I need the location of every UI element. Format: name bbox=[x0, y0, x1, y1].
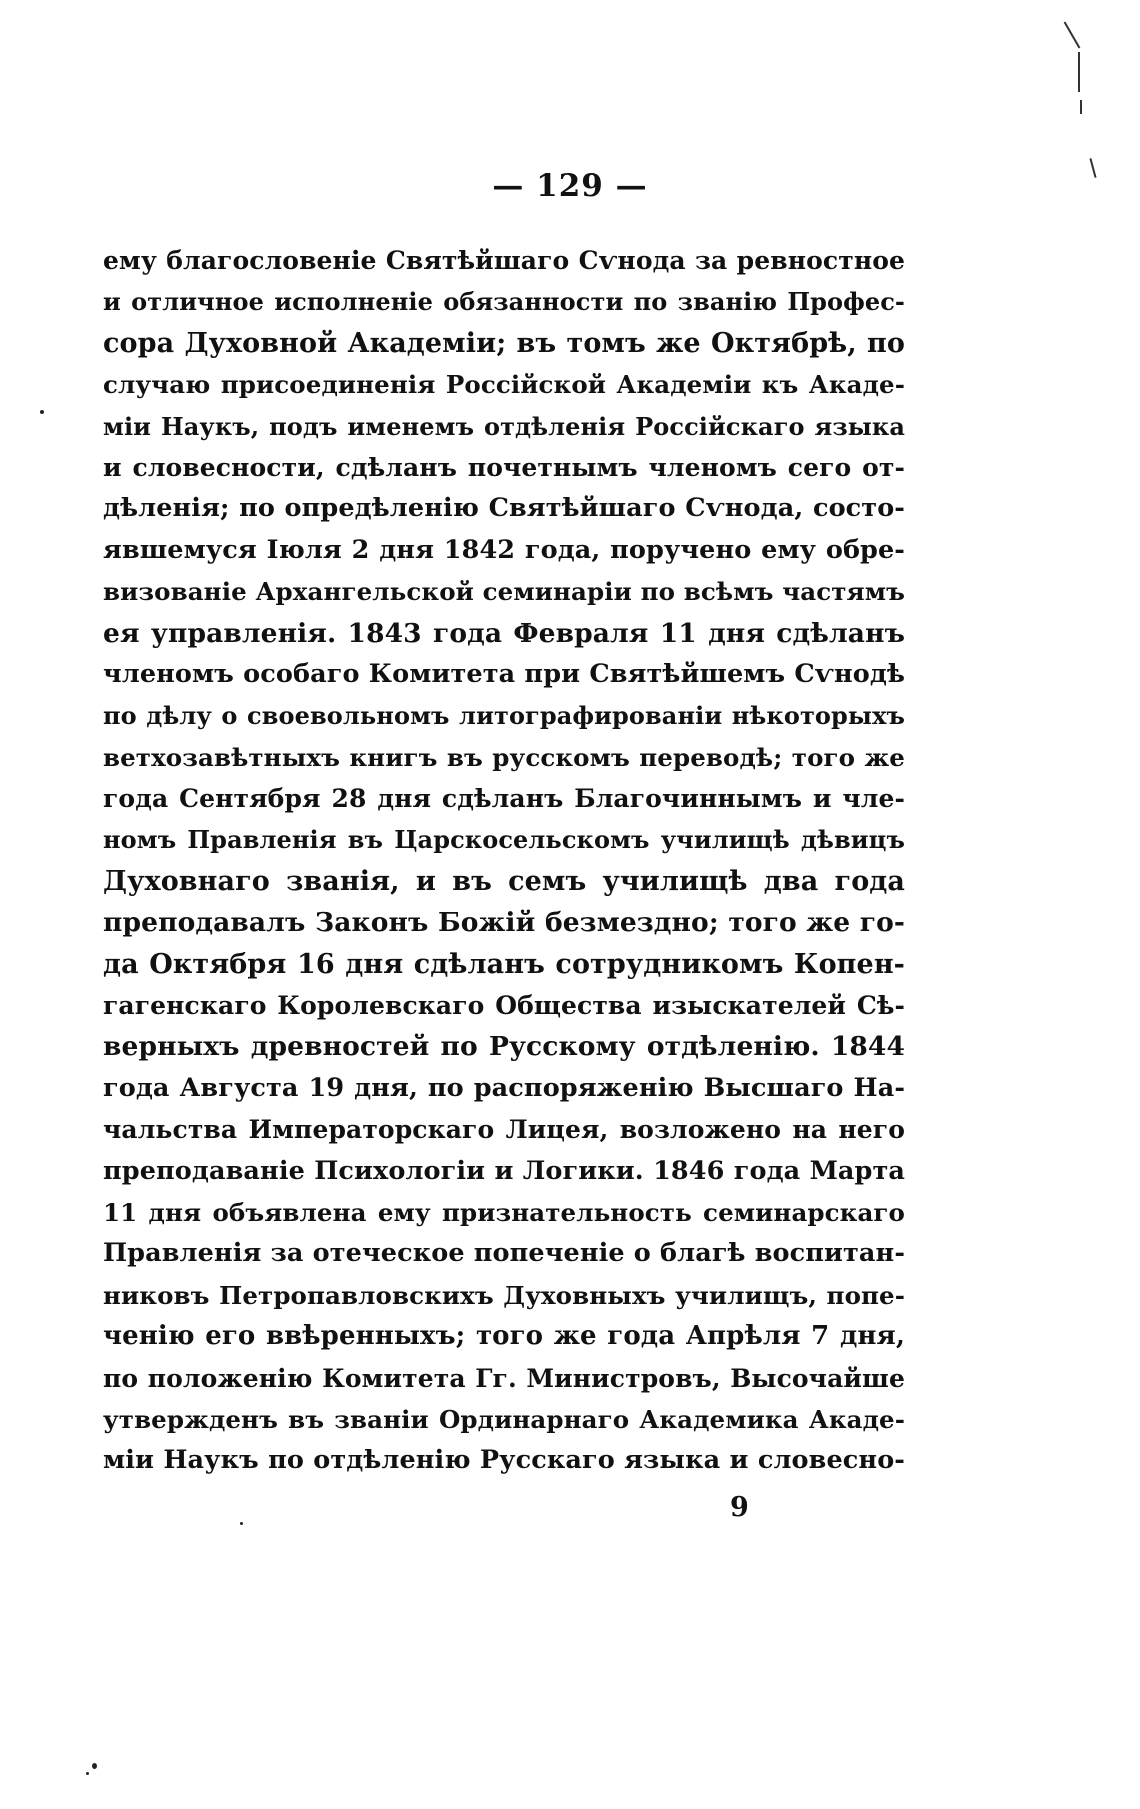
scan-speck bbox=[240, 1522, 243, 1525]
body-text bbox=[103, 240, 905, 1482]
signature-mark: 9 bbox=[730, 1492, 749, 1523]
text-line: преподаваніе Психологіи и Логики. 1846 года Марта bbox=[103, 1155, 905, 1186]
text-line: случаю присоединенія Россійской Академіи къ Акаде- bbox=[103, 370, 905, 400]
scan-speck bbox=[86, 1772, 89, 1775]
text-line: 11 дня объявлена ему признательность семинарскаго bbox=[103, 1197, 905, 1227]
text-line: никовъ Петропавловскихъ Духовныхъ училищъ, попе- bbox=[103, 1280, 905, 1310]
text-line: міи Наукъ по отдѣленію Русскаго языка и словесно- bbox=[103, 1445, 905, 1476]
text-line: года Августа 19 дня, по распоряженію Высшаго На- bbox=[103, 1072, 905, 1103]
text-line: ветхозавѣтныхъ книгъ въ русскомъ переводѣ; того же bbox=[103, 742, 905, 772]
text-line: ченію его ввѣренныхъ; того же года Апрѣля 7 дня, bbox=[103, 1321, 905, 1352]
text-line: членомъ особаго Комитета при Святѣйшемъ Сѵнодѣ bbox=[103, 658, 905, 689]
text-line: міи Наукъ, подъ именемъ отдѣленія Россійскаго языка bbox=[103, 411, 905, 441]
scan-speck bbox=[92, 1763, 97, 1769]
text-line: да Октября 16 дня сдѣланъ сотрудникомъ Копен- bbox=[103, 948, 905, 980]
scan-edge-mark bbox=[1064, 22, 1081, 49]
text-line: ея управленія. 1843 года Февраля 11 дня сдѣланъ bbox=[103, 617, 905, 649]
page-number: — 129 — bbox=[492, 168, 648, 204]
text-line: сора Духовной Академіи; въ томъ же Октябрѣ, по bbox=[103, 327, 905, 359]
scan-edge-mark bbox=[1080, 100, 1082, 114]
text-line: гагенскаго Королевскаго Общества изыскателей Сѣ- bbox=[103, 991, 905, 1021]
text-line: и отличное исполненіе обязанности по званію Профес- bbox=[103, 287, 905, 317]
text-line: по дѣлу о своевольномъ литографированіи нѣкоторыхъ bbox=[103, 701, 905, 731]
scan-speck bbox=[40, 410, 44, 414]
text-line: визованіе Архангельской семинаріи по всѣмъ частямъ bbox=[103, 577, 905, 607]
text-line: Духовнаго званія, и въ семъ училищѣ два года bbox=[103, 865, 905, 897]
text-line: года Сентября 28 дня сдѣланъ Благочиннымъ и чле- bbox=[103, 784, 905, 814]
scan-edge-mark bbox=[1078, 52, 1080, 92]
text-line: ему благословеніе Святѣйшаго Сѵнода за ревностное bbox=[103, 246, 905, 275]
text-line: по положенію Комитета Гг. Министровъ, Высочайше bbox=[103, 1363, 905, 1393]
text-line: явшемуся Іюля 2 дня 1842 года, поручено ему обре- bbox=[103, 534, 905, 565]
text-line: преподавалъ Законъ Божій безмездно; того же го- bbox=[103, 907, 905, 939]
text-line: номъ Правленія въ Царскосельскомъ училищѣ дѣвицъ bbox=[103, 825, 905, 855]
text-line: утвержденъ въ званіи Ординарнаго Академика Акаде- bbox=[103, 1404, 905, 1434]
text-line: дѣленія; по опредѣленію Святѣйшаго Сѵнода, состо- bbox=[103, 493, 905, 524]
text-line: и словесности, сдѣланъ почетнымъ членомъ сего от- bbox=[103, 452, 905, 482]
text-line: верныхъ древностей по Русскому отдѣленію. 1844 bbox=[103, 1031, 905, 1063]
text-line: чальства Императорскаго Лицея, возложено на него bbox=[103, 1115, 905, 1145]
text-line: Правленія за отеческое попеченіе о благѣ воспитан- bbox=[103, 1238, 905, 1269]
